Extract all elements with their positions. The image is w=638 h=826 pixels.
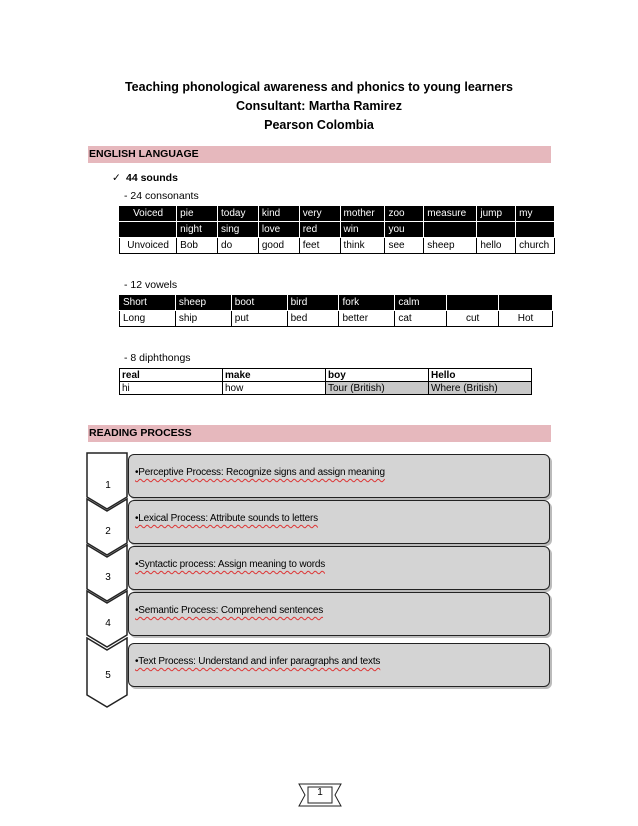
step-text: •Syntactic process: Assign meaning to words <box>135 559 325 570</box>
section-heading-english: ENGLISH LANGUAGE <box>88 146 551 163</box>
table-cell: jump <box>477 206 516 222</box>
step-number: 2 <box>105 526 111 537</box>
table-cell: my <box>516 206 555 222</box>
step-number: 3 <box>105 572 111 583</box>
table-cell <box>499 295 553 311</box>
voiced-header: Voiced <box>120 206 177 222</box>
table-cell: win <box>340 222 385 238</box>
vowels-table <box>119 294 553 327</box>
table-cell: fork <box>339 295 395 311</box>
table-row <box>120 295 553 311</box>
table-cell: sheep <box>424 238 477 254</box>
table-cell: good <box>258 238 299 254</box>
table-cell: kind <box>258 206 299 222</box>
table-row <box>120 311 553 327</box>
table-cell: real <box>120 369 223 382</box>
table-cell: Bob <box>177 238 218 254</box>
long-header: Long <box>120 311 176 327</box>
short-header: Short <box>120 295 176 311</box>
step-box <box>128 643 550 687</box>
table-cell: love <box>258 222 299 238</box>
table-cell: boy <box>326 369 429 382</box>
table-row <box>120 238 555 254</box>
table-cell: think <box>340 238 385 254</box>
table-cell: bird <box>287 295 339 311</box>
table-row <box>120 222 555 238</box>
page-number: 1 <box>317 787 323 798</box>
table-cell: do <box>218 238 259 254</box>
table-cell: church <box>516 238 555 254</box>
section-heading-reading: READING PROCESS <box>88 425 551 442</box>
table-cell <box>447 295 499 311</box>
diphthongs-label: - 8 diphthongs <box>124 352 191 364</box>
table-cell: red <box>299 222 340 238</box>
table-cell: you <box>385 222 424 238</box>
sounds-bullet <box>112 172 178 184</box>
sounds-label: 44 sounds <box>126 172 178 184</box>
table-cell: bed <box>287 311 339 327</box>
table-cell: how <box>223 382 326 395</box>
table-cell: calm <box>395 295 447 311</box>
table-cell: Tour (British) <box>326 382 429 395</box>
table-cell: put <box>231 311 287 327</box>
table-cell: night <box>177 222 218 238</box>
step-box <box>128 454 550 498</box>
table-cell <box>120 222 177 238</box>
table-cell: cat <box>395 311 447 327</box>
step-box <box>128 546 550 590</box>
table-cell: boot <box>231 295 287 311</box>
table-cell: pie <box>177 206 218 222</box>
table-cell: sheep <box>175 295 231 311</box>
table-cell: Where (British) <box>429 382 532 395</box>
table-cell: see <box>385 238 424 254</box>
step-text: •Semantic Process: Comprehend sentences <box>135 605 324 616</box>
table-cell: feet <box>299 238 340 254</box>
step-text: •Text Process: Understand and infer paragraphs and texts <box>135 656 381 667</box>
table-cell: cut <box>447 311 499 327</box>
step-box <box>128 592 550 636</box>
diphthongs-table <box>119 368 532 395</box>
table-cell: mother <box>340 206 385 222</box>
table-cell: today <box>218 206 259 222</box>
table-cell: measure <box>424 206 477 222</box>
step-box <box>128 500 550 544</box>
consultant-line: Consultant: Martha Ramirez <box>236 99 402 113</box>
table-cell: zoo <box>385 206 424 222</box>
table-cell <box>424 222 477 238</box>
table-cell: Hello <box>429 369 532 382</box>
table-cell: make <box>223 369 326 382</box>
unvoiced-header: Unvoiced <box>120 238 177 254</box>
step-text: •Lexical Process: Attribute sounds to letters <box>135 513 318 524</box>
table-cell: hello <box>477 238 516 254</box>
consonants-label: - 24 consonants <box>124 190 199 202</box>
table-cell: ship <box>175 311 231 327</box>
table-row <box>120 206 555 222</box>
table-cell: sing <box>218 222 259 238</box>
table-cell: very <box>299 206 340 222</box>
table-row <box>120 369 532 382</box>
step-number: 5 <box>105 670 111 681</box>
vowels-label: - 12 vowels <box>124 279 178 291</box>
table-cell: better <box>339 311 395 327</box>
table-cell <box>477 222 516 238</box>
step-text: •Perceptive Process: Recognize signs and assign meaning <box>135 467 385 478</box>
organization-line: Pearson Colombia <box>264 118 374 132</box>
document-title: Teaching phonological awareness and phonics to young learners <box>124 80 514 94</box>
step-number: 1 <box>105 480 111 491</box>
step-number: 4 <box>105 618 111 629</box>
consonants-table <box>119 205 555 254</box>
checkmark-icon: ✓ <box>112 172 121 184</box>
table-row <box>120 382 532 395</box>
table-cell: hi <box>120 382 223 395</box>
table-cell: Hot <box>499 311 553 327</box>
table-cell <box>516 222 555 238</box>
